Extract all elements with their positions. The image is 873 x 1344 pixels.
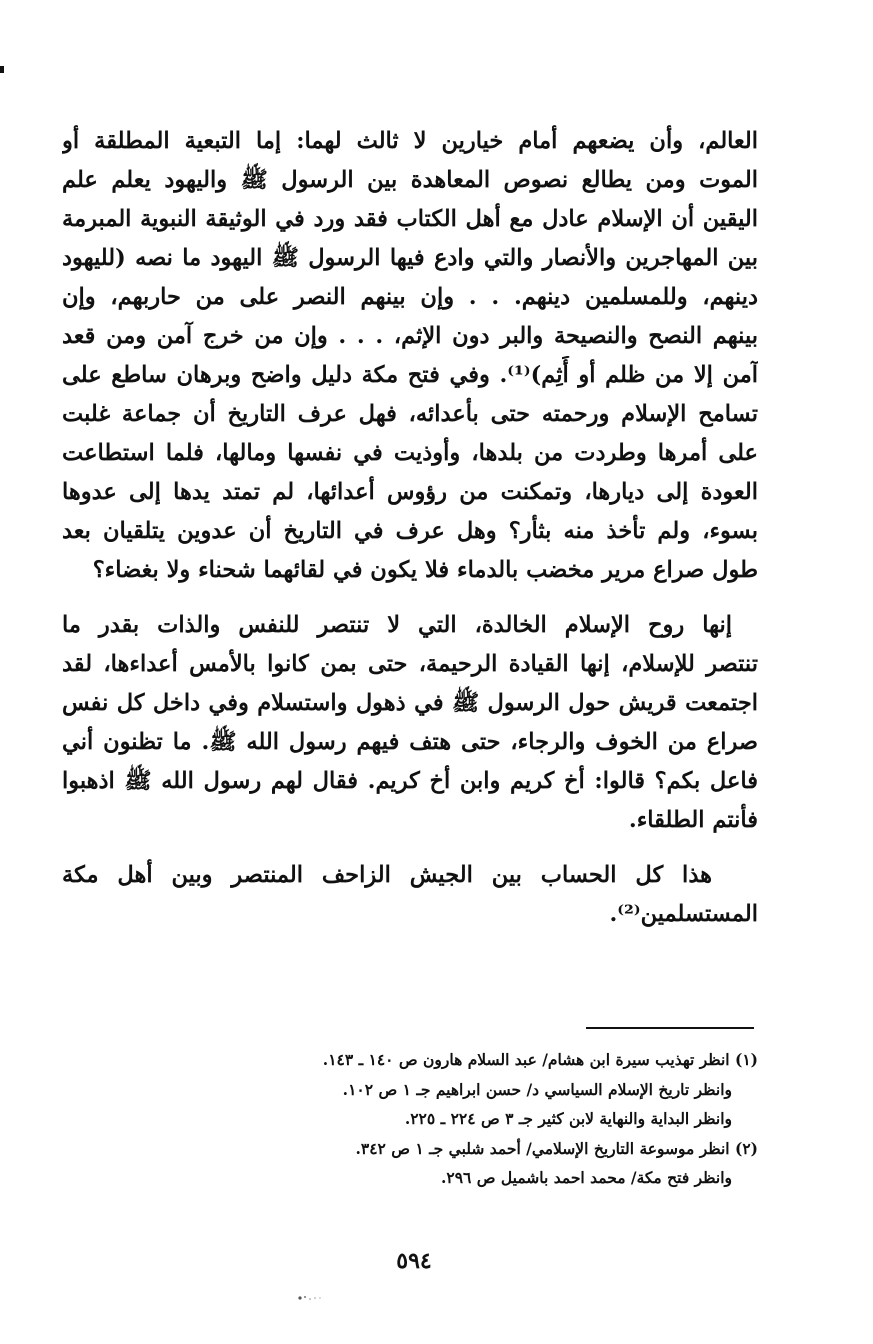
text-line: هذا كل الحساب بين الجيش الزاحف المنتصر وبين أهل مكة — [62, 862, 712, 888]
text-line: المستسلمين⁽²⁾. — [609, 901, 758, 927]
footnote-line: (١) انظر تهذيب سيرة ابن هشام/ عبد السلام هارون ص ١٤٠ ـ ١٤٣. — [322, 1050, 758, 1069]
footnote-line: وانظر البداية والنهاية لابن كثير جـ ٣ ص ٢٢٤ ـ ٢٢٥. — [404, 1109, 732, 1128]
text-line: فأنتم الطلقاء. — [628, 807, 758, 833]
page-number: ٥٩٤ — [396, 1248, 432, 1274]
paragraph-gap — [62, 840, 758, 856]
text-line: تنتصر للإسلام، إنها القيادة الرحيمة، حتى بمن كانوا بالأمس أعداءها، لقد — [62, 651, 758, 677]
text-line: صراع من الخوف والرجاء، حتى هتف فيهم رسول الله ﷺ. ما تظنون أني — [62, 729, 758, 755]
text-line: فاعل بكم؟ قالوا: أخ كريم وابن أخ كريم. فقال لهم رسول الله ﷺ اذهبوا — [62, 768, 758, 794]
text-line: العالم، وأن يضعهم أمام خيارين لا ثالث لهما: إما التبعية المطلقة أو — [62, 128, 758, 154]
footnote-line: (٢) انظر موسوعة التاريخ الإسلامي/ أحمد شلبي جـ ١ ص ٣٤٢. — [355, 1138, 758, 1158]
main-text — [62, 122, 758, 934]
paragraph-1 — [62, 122, 758, 590]
footnote-separator — [586, 1027, 754, 1029]
paragraph-2 — [62, 606, 758, 840]
text-line: الموت ومن يطالع نصوص المعاهدة بين الرسول ﷺ واليهود يعلم علم — [62, 167, 758, 193]
text-line: طول صراع مرير مخضب بالدماء فلا يكون في لقائهما شحناء ولا بغضاء؟ — [92, 557, 758, 583]
footnotes — [240, 1045, 758, 1193]
text-line: على أمرها وطردت من بلدها، وأوذيت في نفسها ومالها، فلما استطاعت — [62, 440, 758, 466]
footnote-line: وانظر تاريخ الإسلام السياسي د/ حسن ابراهيم جـ ١ ص ١٠٢. — [342, 1079, 732, 1099]
text-line: إنها روح الإسلام الخالدة، التي لا تنتصر للنفس والذات بقدر ما — [62, 612, 732, 638]
text-line: اليقين أن الإسلام عادل مع أهل الكتاب فقد ورد في الوثيقة النبوية المبرمة — [62, 206, 758, 232]
text-line: بين المهاجرين والأنصار والتي وادع فيها الرسول ﷺ اليهود ما نصه (لليهود — [62, 245, 758, 271]
paragraph-gap — [62, 590, 758, 606]
scan-margin-mark — [0, 66, 4, 73]
text-line: العودة إلى ديارها، وتمكنت من رؤوس أعدائها، لم تمتد يدها إلى عدوها — [62, 479, 758, 505]
text-line: اجتمعت قريش حول الرسول ﷺ في ذهول واستسلام وفي داخل كل نفس — [62, 690, 758, 716]
paragraph-3 — [62, 856, 758, 934]
scan-speck-marks — [294, 1292, 344, 1304]
text-line: دينهم، وللمسلمين دينهم. . . وإن بينهم النصر على من حاربهم، وإن — [62, 284, 758, 310]
text-line: بينهم النصح والنصيحة والبر دون الإثم، . . . وإن من خرج آمن ومن قعد — [62, 323, 758, 349]
text-line: بسوء، ولم تأخذ منه بثأر؟ وهل عرف في التاريخ أن عدوين يتلقيان بعد — [62, 518, 758, 544]
footnote-line: وانظر فتح مكة/ محمد احمد باشميل ص ٢٩٦. — [441, 1168, 732, 1187]
text-line: تسامح الإسلام ورحمته حتى بأعدائه، فهل عرف التاريخ أن جماعة غلبت — [62, 401, 758, 427]
text-line: آمن إلا من ظلم أو أَثِم)⁽¹⁾. وفي فتح مكة دليل واضح وبرهان ساطع على — [62, 362, 758, 388]
